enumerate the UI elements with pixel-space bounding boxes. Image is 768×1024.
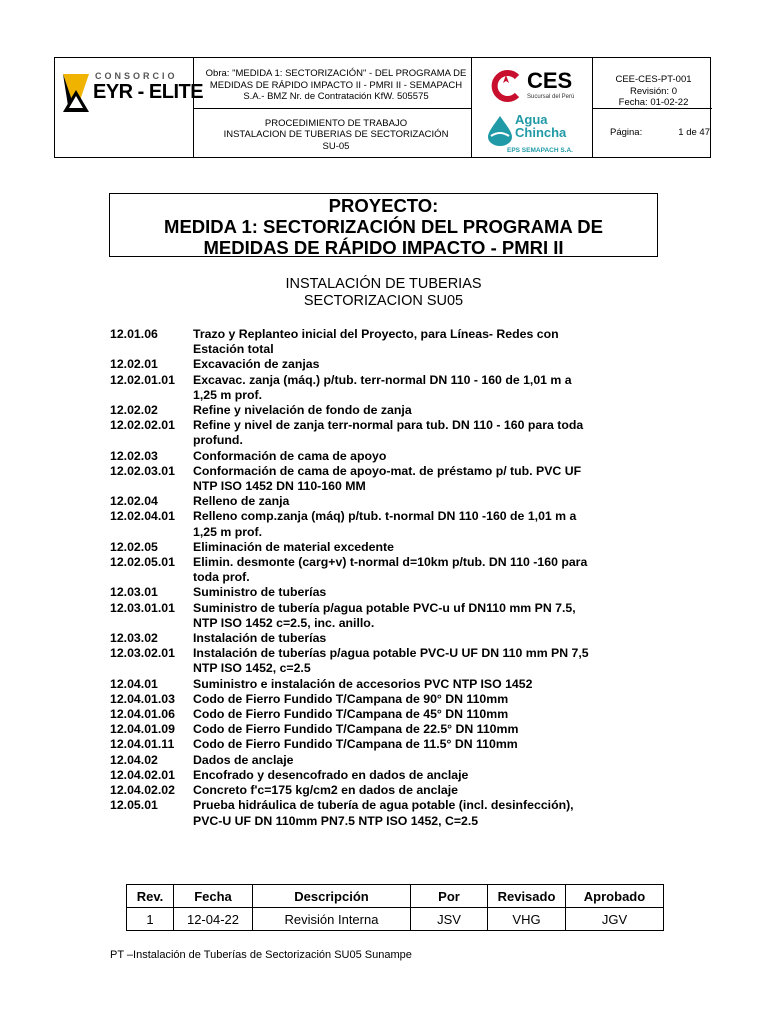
agua-line-1: Agua [515, 112, 548, 127]
item-description: Excavac. zanja (máq.) p/tub. terr-normal DN 110 - 160 de 1,01 m a [193, 372, 572, 387]
cell-por: JSV [411, 908, 488, 931]
ces-name: CES [527, 68, 573, 93]
item-code: 12.01.06 [110, 327, 158, 341]
item-code: 12.02.02 [110, 403, 158, 418]
header-rev: Rev. [127, 885, 174, 908]
ces-subtitle: Sucursal del Perú [527, 94, 575, 100]
list-item [110, 540, 670, 555]
document-header [54, 57, 711, 158]
revision-number: Revisión: 0 [630, 85, 677, 97]
item-code: 12.04.02.01 [110, 767, 175, 782]
item-code: 12.04.01.06 [110, 707, 175, 722]
item-code: 12.02.02.01 [110, 418, 175, 433]
cell-fecha: 12-04-22 [174, 908, 253, 931]
item-code: 12.03.02.01 [110, 646, 175, 661]
item-description: Dados de anclaje [193, 752, 294, 767]
item-description: Instalación de tuberías p/agua potable PVC-U UF DN 110 mm PN 7,5 [193, 646, 589, 661]
list-item [110, 722, 670, 737]
cell-aprobado: JGV [566, 908, 664, 931]
list-item [110, 768, 670, 783]
item-code: 12.04.01.03 [110, 691, 175, 706]
consorcio-logo [61, 68, 204, 118]
item-description: Suministro e instalación de accesorios PVC NTP ISO 1452 [193, 676, 533, 691]
item-description: Suministro de tubería p/agua potable PVC-u uf DN110 mm PN 7.5, [193, 600, 576, 615]
item-code: 12.04.01.11 [110, 737, 175, 752]
agua-chincha-logo [485, 112, 585, 156]
item-description: Prueba hidráulica de tubería de agua potable (incl. desinfección), [193, 798, 574, 813]
list-item [110, 357, 670, 372]
procedure-title [200, 112, 472, 158]
list-item [110, 555, 670, 585]
revision-table [126, 884, 664, 931]
page-footer: PT –Instalación de Tuberías de Sectorización SU05 Sunampe [110, 949, 412, 961]
revision-date: Fecha: 01-02-22 [618, 97, 689, 108]
item-description: Refine y nivel de zanja terr-normal para tub. DN 110 - 160 para toda [193, 418, 584, 433]
list-item [110, 585, 670, 600]
list-item [110, 373, 670, 403]
logo-main-text: EYR - ELITE [93, 81, 204, 103]
item-code: 12.02.04 [110, 494, 158, 509]
item-description: Codo de Fierro Fundido T/Campana de 45° DN 110mm [193, 707, 509, 722]
item-description: Refine y nivelación de fondo de zanja [193, 403, 412, 418]
header-aprobado: Aprobado [566, 885, 664, 908]
item-code: 12.05.01 [110, 798, 158, 813]
cell-descripcion: Revisión Interna [253, 908, 411, 931]
header-divider [193, 108, 472, 109]
logo-top-text: CONSORCIO [95, 71, 178, 81]
item-description: Encofrado y desencofrado en dados de anclaje [193, 767, 469, 782]
agua-line-2: Chincha [515, 125, 567, 140]
item-code: 12.03.01.01 [110, 600, 175, 615]
item-code: 12.03.02 [110, 631, 158, 646]
item-description: Codo de Fierro Fundido T/Campana de 90° DN 110mm [193, 691, 509, 706]
item-description: Codo de Fierro Fundido T/Campana de 22.5° DN 110mm [193, 722, 519, 737]
list-item [110, 692, 670, 707]
page-label: Página: [610, 127, 643, 138]
item-description-continuation: 1,25 m prof. [193, 387, 263, 402]
item-code: 12.04.01.09 [110, 722, 175, 737]
header-descripcion: Descripción [253, 885, 411, 908]
item-description: Relleno comp.zanja (máq) p/tub. t-normal DN 110 -160 de 1,01 m a [193, 509, 577, 524]
document-code-box [595, 74, 712, 109]
water-drop-icon [485, 114, 515, 146]
procedure-line-2: INSTALACION DE TUBERIAS DE SECTORIZACIÓN [223, 129, 449, 141]
list-item [110, 737, 670, 752]
item-code: 12.04.02 [110, 752, 158, 767]
header-por: Por [411, 885, 488, 908]
item-description: Eliminación de material excedente [193, 539, 394, 554]
agua-subtitle: EPS SEMAPACH S.A. [507, 147, 573, 154]
item-description-continuation: NTP ISO 1452 c=2.5, inc. anillo. [193, 615, 375, 630]
item-description-continuation: NTP ISO 1452, c=2.5 [193, 661, 311, 676]
table-row [127, 908, 664, 931]
list-item [110, 327, 670, 357]
cell-revisado: VHG [488, 908, 566, 931]
procedure-line-1: PROCEDIMIENTO DE TRABAJO [264, 117, 408, 129]
list-item [110, 449, 670, 464]
page-number-box [610, 127, 710, 138]
item-description-continuation: 1,25 m prof. [193, 524, 263, 539]
item-code: 12.02.03.01 [110, 463, 175, 478]
list-item [110, 494, 670, 509]
section-title-line-2: SECTORIZACION SU05 [303, 293, 464, 309]
item-description: Trazo y Replanteo inicial del Proyecto, para Líneas- Redes con [193, 327, 559, 341]
work-items-list [110, 327, 670, 829]
item-description-continuation: Estación total [193, 342, 274, 357]
header-fecha: Fecha [174, 885, 253, 908]
item-code: 12.03.01 [110, 585, 158, 600]
project-label: PROYECTO: [328, 195, 439, 216]
item-code: 12.02.01 [110, 357, 158, 372]
list-item [110, 509, 670, 539]
list-item [110, 677, 670, 692]
section-title-line-1: INSTALACIÓN DE TUBERIAS [285, 276, 482, 292]
item-description: Excavación de zanjas [193, 357, 320, 372]
item-description-continuation: toda prof. [193, 570, 250, 585]
list-item [110, 646, 670, 676]
item-description: Conformación de cama de apoyo-mat. de préstamo p/ tub. PVC UF [193, 463, 582, 478]
item-code: 12.04.01 [110, 676, 158, 691]
header-revisado: Revisado [488, 885, 566, 908]
item-description: Conformación de cama de apoyo [193, 448, 387, 463]
list-item [110, 631, 670, 646]
list-item [110, 798, 670, 828]
procedure-line-3: SU-05 [322, 140, 350, 152]
item-description: Instalación de tuberías [193, 631, 327, 646]
list-item [110, 464, 670, 494]
list-item [110, 707, 670, 722]
cell-rev: 1 [127, 908, 174, 931]
project-title-line-2: MEDIDAS DE RÁPIDO IMPACTO - PMRI II [203, 237, 564, 258]
item-description: Relleno de zanja [193, 494, 290, 509]
item-description: Concreto f'c=175 kg/cm2 en dados de anclaje [193, 783, 459, 798]
project-title-line-1: MEDIDA 1: SECTORIZACIÓN DEL PROGRAMA DE [164, 216, 603, 237]
item-code: 12.02.01.01 [110, 372, 175, 387]
list-item [110, 403, 670, 418]
item-code: 12.02.03 [110, 448, 158, 463]
item-description-continuation: NTP ISO 1452 DN 110-160 MM [193, 479, 366, 494]
item-code: 12.02.04.01 [110, 509, 175, 524]
item-description-continuation: PVC-U UF DN 110mm PN7.5 NTP ISO 1452, C=2.5 [193, 813, 479, 828]
item-description: Suministro de tuberías [193, 585, 327, 600]
item-code: 12.02.05 [110, 539, 158, 554]
list-item [110, 418, 670, 448]
ces-logo [487, 66, 583, 106]
item-code: 12.04.02.02 [110, 783, 175, 798]
list-item [110, 783, 670, 798]
item-description: Codo de Fierro Fundido T/Campana de 11.5° DN 110mm [193, 737, 518, 752]
project-title-box [109, 193, 658, 257]
ces-logo-mark [489, 69, 523, 103]
list-item [110, 753, 670, 768]
item-description: Elimin. desmonte (carg+v) t-normal d=10km p/tub. DN 110 -160 para [193, 555, 588, 570]
revision-table-header [127, 885, 664, 908]
page-value: 1 de 47 [678, 127, 710, 138]
document-code: CEE-CES-PT-001 [615, 74, 692, 85]
item-code: 12.02.05.01 [110, 555, 175, 570]
item-description-continuation: profund. [193, 433, 243, 448]
obra-text: Obra: "MEDIDA 1: SECTORIZACIÓN" - DEL PROGRAMA DE MEDIDAS DE RÁPIDO IMPACTO II - PMRI II - SEMAPACH S.A.- BMZ Nr. de Contratación KfW. 505575 [205, 68, 467, 102]
list-item [110, 601, 670, 631]
